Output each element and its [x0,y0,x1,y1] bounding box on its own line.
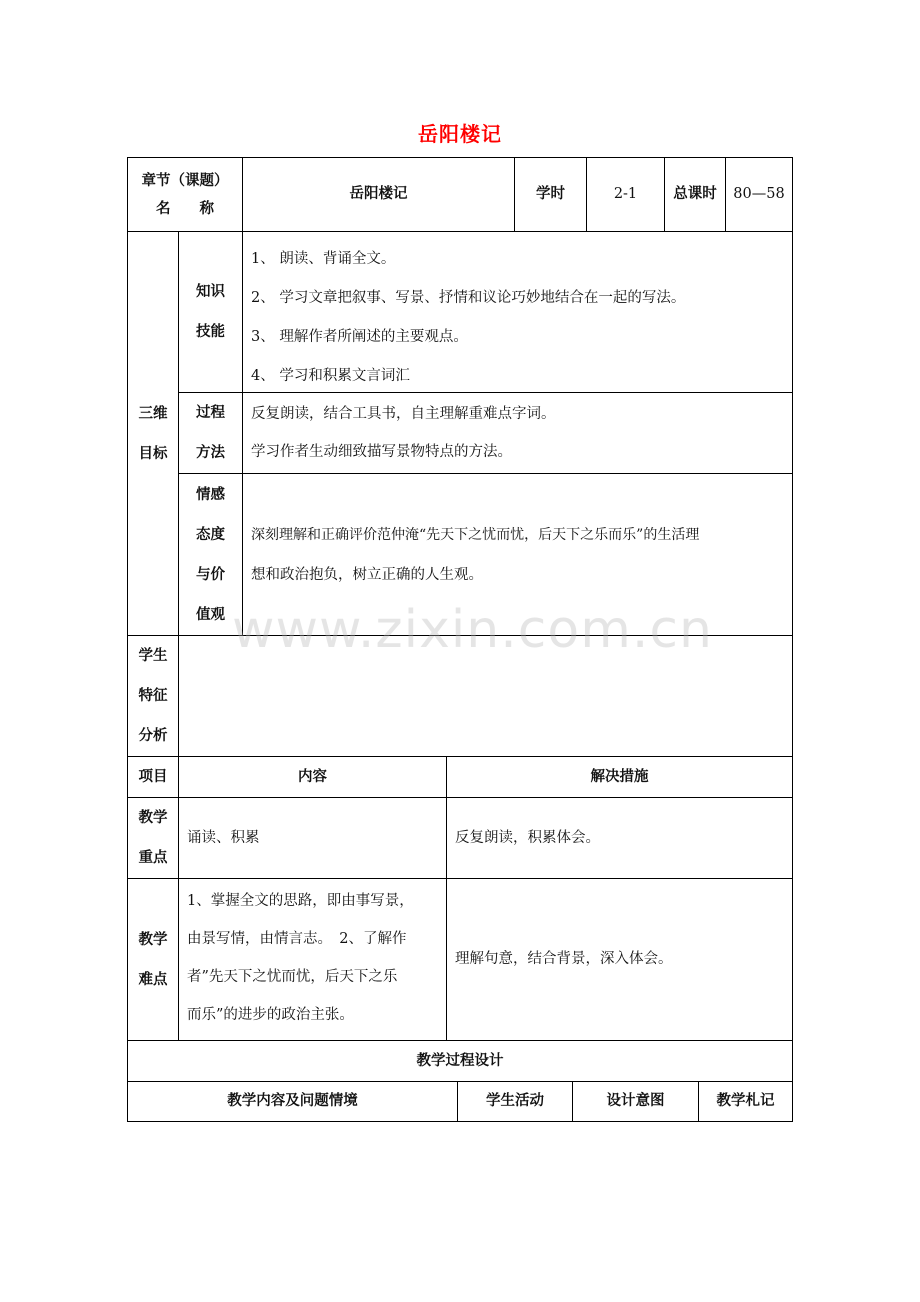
process-design-title-cell [127,1040,793,1082]
diff-label-line-2: 难点 [138,971,168,988]
design-col-content: 教学内容及问题情境 [227,1093,358,1109]
difficult-line: 而乐”的进步的政治主张。 [187,1007,354,1023]
design-col-intent: 设计意图 [606,1093,665,1109]
key-label-line-2: 重点 [138,850,168,866]
col-item-cell [127,756,179,798]
key-points-content: 诵读、积累 [187,829,260,846]
knowledge-label-cell [178,231,243,393]
key-points-solution: 反复朗读，积累体会。 [455,829,600,846]
process-item: 反复朗读，结合工具书，自主理解重难点字词。 [251,406,556,422]
design-col-student-activity: 学生活动 [486,1093,544,1109]
process-label-line-2: 方法 [196,445,225,461]
student-analysis-content-cell [178,635,793,757]
student-label-line-1: 学生 [138,648,168,664]
col-solution: 解决措施 [590,768,649,785]
total-hours-label: 总课时 [673,186,717,202]
emotion-label-line-2: 态度 [196,526,225,543]
chapter-label-line-1: 章节（课题） [141,172,229,189]
emotion-label-cell [178,473,243,636]
knowledge-item: 1、 朗读、背诵全文。 [251,251,396,267]
col-content: 内容 [298,768,327,785]
difficult-line: 由景写情，由情言志。 2、了解作 [187,931,407,947]
knowledge-item: 3、 理解作者所阐述的主要观点。 [251,329,468,345]
chapter-label-cell [127,157,243,232]
emotion-text-line-1: 深刻理解和正确评价范仲淹“先天下之忧而忧，后天下之乐而乐”的生活理 [251,527,700,543]
knowledge-content-cell [242,231,793,393]
design-col-4-cell [698,1081,793,1122]
emotion-label-line-3: 与价 [196,566,225,583]
student-label-line-3: 分析 [138,728,168,744]
col-content-cell [178,756,447,798]
emotion-text-line-2: 想和政治抱负，树立正确的人生观。 [251,567,483,583]
design-col-notes: 教学札记 [716,1093,775,1109]
difficult-points-solution-cell [446,878,793,1041]
design-col-3-cell [572,1081,699,1122]
col-solution-cell [446,756,793,798]
goals-label-line-2: 目标 [138,445,168,462]
process-label-cell [178,392,243,474]
key-points-solution-cell [446,797,793,879]
knowledge-item: 4、 学习和积累文言词汇 [251,368,410,384]
hours-value-cell [586,157,665,232]
total-hours-value: 80—58 [733,186,785,202]
total-hours-label-cell [664,157,726,232]
goals-label-cell [127,231,179,636]
watermark: www.zixin.com.cn [232,600,713,660]
emotion-content-cell [242,473,793,636]
difficult-line: 者”先天下之忧而忧，后天下之乐 [187,969,398,985]
document-title: 岳阳楼记 [418,122,502,146]
process-label-line-1: 过程 [196,405,225,421]
difficult-points-solution: 理解句意，结合背景，深入体会。 [455,951,673,967]
difficult-points-content-cell [178,878,447,1041]
key-points-label-cell [127,797,179,879]
knowledge-item: 2、 学习文章把叙事、写景、抒情和议论巧妙地结合在一起的写法。 [251,290,686,306]
hours-value: 2-1 [613,186,638,202]
goals-label-line-1: 三维 [138,405,168,422]
design-col-2-cell [457,1081,573,1122]
key-label-line-1: 教学 [138,810,168,826]
key-points-content-cell [178,797,447,879]
knowledge-label-line-1: 知识 [196,284,225,300]
student-analysis-label-cell [127,635,179,757]
difficult-line: 1、掌握全文的思路，即由事写景， [187,893,414,909]
design-col-1-cell [127,1081,458,1122]
process-content-cell [242,392,793,474]
chapter-label-line-2: 名 称 [156,200,214,217]
chapter-value: 岳阳楼记 [349,186,408,202]
col-item: 项目 [138,768,168,785]
hours-label: 学时 [536,186,565,202]
hours-label-cell [514,157,587,232]
chapter-value-cell [242,157,515,232]
emotion-label-line-4: 值观 [196,606,225,623]
difficult-points-label-cell [127,878,179,1041]
total-hours-value-cell [725,157,793,232]
process-design-title: 教学过程设计 [416,1052,504,1069]
student-label-line-2: 特征 [138,688,168,704]
knowledge-label-line-2: 技能 [196,324,225,340]
diff-label-line-1: 教学 [138,931,168,948]
process-item: 学习作者生动细致描写景物特点的方法。 [251,444,512,460]
emotion-label-line-1: 情感 [196,486,225,503]
